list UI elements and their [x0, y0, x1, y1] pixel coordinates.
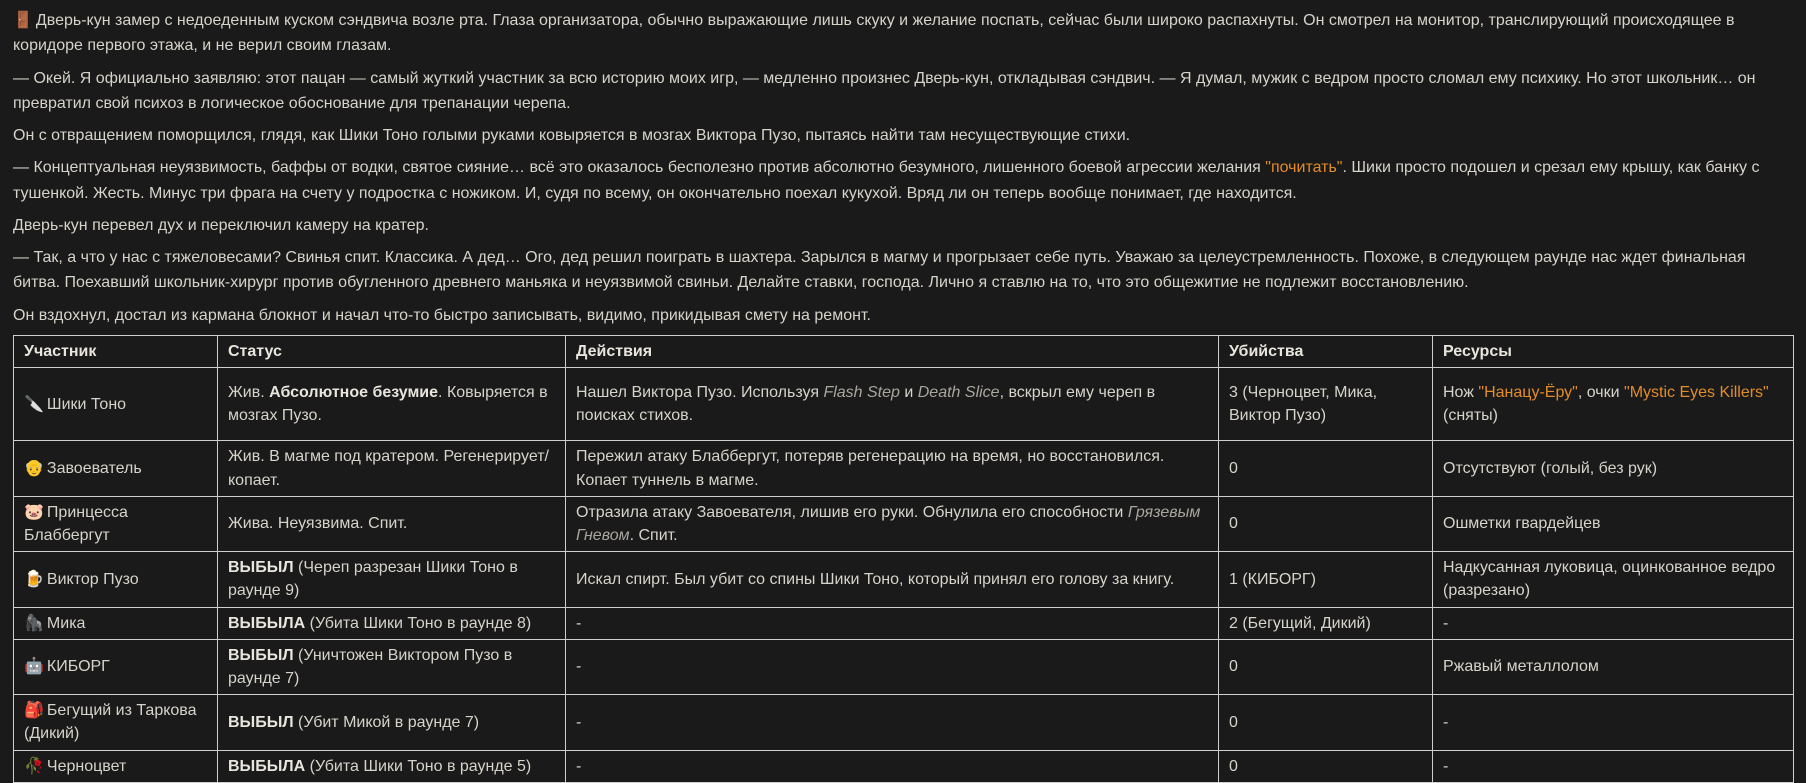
- text-segment: Нашел Виктора Пузо. Используя: [576, 384, 824, 402]
- participants-table: [13, 335, 1794, 783]
- text-segment: (Уничтожен Виктором Пузо в раунде 7): [228, 646, 513, 687]
- kills-cell: [1219, 441, 1433, 496]
- table-row: [14, 639, 1794, 694]
- participant-cell: [14, 639, 218, 694]
- old-man-icon: 👴: [24, 460, 44, 478]
- story-paragraph: [13, 245, 1793, 296]
- actions-cell: [566, 441, 1219, 496]
- column-header: Действия: [566, 335, 1219, 367]
- text-segment: . Ковыряется в мозгах Пузо.: [228, 384, 548, 425]
- text-segment: Грязевым Гневом: [576, 503, 1201, 545]
- participant-name: КИБОРГ: [46, 658, 110, 676]
- text-segment: — Окей. Я официально заявляю: этот пацан — самый жуткий участник за всю историю моих игр, — медленно произнес Дверь-кун, откладывая сэндвич. — Я думал, мужик с ведром просто сломал ему психику. Но этот школьник… он превратил свой психоз в логическое обоснование для трепанации черепа.: [13, 69, 1756, 112]
- status-cell: [218, 750, 566, 782]
- text-segment: -: [1443, 614, 1449, 632]
- story-paragraph: [13, 66, 1793, 117]
- text-segment: Flash Step: [823, 384, 900, 402]
- text-segment: 3 (Черноцвет, Мика, Виктор Пузо): [1229, 384, 1378, 425]
- text-segment: (Убит Микой в раунде 7): [293, 713, 480, 731]
- kills-cell: [1219, 639, 1433, 694]
- table-row: [14, 552, 1794, 607]
- resources-cell: [1433, 639, 1794, 694]
- status-cell: [218, 368, 566, 441]
- text-segment: 0: [1229, 658, 1238, 676]
- kills-cell: [1219, 368, 1433, 441]
- story-paragraph: [13, 155, 1793, 206]
- text-segment: Пережил атаку Блаббергут, потеряв регенерацию на время, но восстановился. Копает туннель в магме.: [576, 448, 1165, 489]
- text-segment: — Концептуальная неуязвимость, баффы от водки, святое сияние… всё это оказалось бесполезно против абсолютно безумного, лишенного боевой агрессии желания: [13, 159, 1266, 177]
- text-segment: -: [576, 658, 582, 676]
- text-segment: Искал спирт. Был убит со спины Шики Тоно, который принял его голову за книгу.: [576, 570, 1175, 588]
- narrative-paragraphs: [13, 8, 1793, 328]
- beer-mug-icon: 🍺: [24, 570, 44, 588]
- participant-name: Шики Тоно: [46, 395, 127, 413]
- gorilla-icon: 🦍: [24, 614, 44, 632]
- knife-icon: 🔪: [24, 395, 44, 413]
- text-segment: -: [1443, 713, 1449, 731]
- text-segment: 1 (КИБОРГ): [1229, 570, 1316, 588]
- text-segment: Отразила атаку Завоевателя, лишив его руки. Обнулила его способности: [576, 503, 1128, 521]
- column-header: Участник: [14, 335, 218, 367]
- text-segment: (Убита Шики Тоно в раунде 8): [305, 614, 532, 632]
- text-segment: , очки: [1577, 384, 1625, 402]
- robot-icon: 🤖: [24, 658, 44, 676]
- status-cell: [218, 607, 566, 639]
- participant-cell: [14, 750, 218, 782]
- resources-cell: [1433, 750, 1794, 782]
- kills-cell: [1219, 552, 1433, 607]
- text-segment: -: [576, 614, 582, 632]
- status-cell: [218, 552, 566, 607]
- column-header: Статус: [218, 335, 566, 367]
- actions-cell: [566, 639, 1219, 694]
- kills-cell: [1219, 607, 1433, 639]
- text-segment: (сняты): [1443, 407, 1498, 425]
- text-segment: Абсолютное безумие: [269, 384, 439, 402]
- actions-cell: [566, 607, 1219, 639]
- text-segment: . Шики просто подошел и срезал ему крышу, как банку с тушенкой. Жесть. Минус три фрага на счету у подростка с ножиком. И, судя по всему, он окончательно поехал кукухой. Вряд ли он теперь вообще понимает, где находится.: [13, 159, 1760, 202]
- table-row: [14, 441, 1794, 496]
- table-row: [14, 607, 1794, 639]
- text-segment: -: [576, 713, 582, 731]
- participant-cell: [14, 441, 218, 496]
- pig-face-icon: 🐷: [24, 503, 44, 521]
- actions-cell: [566, 750, 1219, 782]
- text-segment: ВЫБЫЛ: [228, 646, 294, 664]
- table-header: [14, 335, 1794, 367]
- participant-name: Мика: [46, 614, 86, 632]
- participant-cell: [14, 496, 218, 551]
- text-segment: Дверь-кун перевел дух и переключил камеру на кратер.: [13, 216, 429, 234]
- story-paragraph: [13, 213, 1793, 238]
- participant-cell: [14, 368, 218, 441]
- resources-cell: [1433, 368, 1794, 441]
- table-row: [14, 750, 1794, 782]
- highlighted-text: "Нанацу-Ёру": [1478, 384, 1578, 402]
- status-cell: [218, 496, 566, 551]
- resources-cell: [1433, 496, 1794, 551]
- text-segment: Death Slice: [917, 384, 1000, 402]
- text-segment: Жив. В магме под кратером. Регенерирует/копает.: [228, 448, 549, 489]
- story-paragraph: [13, 123, 1793, 148]
- text-segment: и: [899, 384, 918, 402]
- text-segment: Жив.: [228, 384, 270, 402]
- table-body: [14, 368, 1794, 783]
- text-segment: — Так, а что у нас с тяжеловесами? Свинья спит. Классика. А дед… Ого, дед решил поиграть в шахтера. Зарылся в магму и прогрызает себе путь. Уважаю за целеустремленность. Похоже, в следующем раунде нас ждет финальная битва. Поехавший школьник-хирург против обугленного древнего маньяка и неуязвимой свиньи. Делайте ставки, господа. Лично я ставлю на то, что это общежитие не подлежит восстановлению.: [13, 249, 1746, 292]
- resources-cell: [1433, 441, 1794, 496]
- text-segment: Отсутствуют (голый, без рук): [1443, 460, 1658, 478]
- resources-cell: [1433, 552, 1794, 607]
- text-segment: Жива. Неуязвима. Спит.: [228, 515, 408, 533]
- column-header: Убийства: [1219, 335, 1433, 367]
- text-segment: Нож: [1443, 384, 1479, 402]
- text-segment: Ошметки гвардейцев: [1443, 515, 1601, 533]
- participant-name: Бегущий из Таркова (Дикий): [24, 702, 197, 743]
- actions-cell: [566, 368, 1219, 441]
- table-row: [14, 368, 1794, 441]
- kills-cell: [1219, 496, 1433, 551]
- highlighted-text: "Mystic Eyes Killers": [1624, 384, 1769, 402]
- status-cell: [218, 441, 566, 496]
- resources-cell: [1433, 695, 1794, 750]
- text-segment: -: [576, 757, 582, 775]
- column-header: Ресурсы: [1433, 335, 1794, 367]
- text-segment: ВЫБЫЛ: [228, 713, 294, 731]
- actions-cell: [566, 496, 1219, 551]
- text-segment: (Убита Шики Тоно в раунде 5): [305, 757, 532, 775]
- text-segment: . Спит.: [629, 527, 678, 545]
- status-cell: [218, 639, 566, 694]
- participant-name: Черноцвет: [46, 757, 127, 775]
- participant-cell: [14, 552, 218, 607]
- text-segment: Ржавый металлолом: [1443, 658, 1599, 676]
- door-icon: 🚪: [13, 12, 33, 29]
- text-segment: ВЫБЫЛ: [228, 559, 294, 577]
- story-paragraph: [13, 8, 1793, 59]
- header-row: [14, 335, 1794, 367]
- text-segment: 0: [1229, 515, 1238, 533]
- text-segment: -: [1443, 757, 1449, 775]
- actions-cell: [566, 695, 1219, 750]
- participant-name: Виктор Пузо: [46, 570, 139, 588]
- participant-cell: [14, 607, 218, 639]
- text-segment: 0: [1229, 460, 1238, 478]
- text-segment: 0: [1229, 713, 1238, 731]
- text-segment: 2 (Бегущий, Дикий): [1229, 614, 1371, 632]
- text-segment: ВЫБЫЛА: [228, 757, 306, 775]
- text-segment: Он вздохнул, достал из кармана блокнот и начал что-то быстро записывать, видимо, прикидывая смету на ремонт.: [13, 306, 871, 324]
- participant-name: Принцесса Блаббергут: [24, 503, 128, 545]
- text-segment: Надкусанная луковица, оцинкованное ведро (разрезано): [1443, 559, 1776, 600]
- text-segment: (Череп разрезан Шики Тоно в раунде 9): [228, 559, 518, 600]
- kills-cell: [1219, 695, 1433, 750]
- resources-cell: [1433, 607, 1794, 639]
- wilted-rose-icon: 🥀: [24, 757, 44, 775]
- backpack-icon: 🎒: [24, 702, 44, 720]
- highlighted-text: "почитать": [1265, 159, 1343, 177]
- text-segment: Он с отвращением поморщился, глядя, как Шики Тоно голыми руками ковыряется в мозгах Виктора Пузо, пытаясь найти там несуществующие стихи.: [13, 127, 1131, 145]
- text-segment: 0: [1229, 757, 1238, 775]
- participant-cell: [14, 695, 218, 750]
- status-cell: [218, 695, 566, 750]
- text-segment: ВЫБЫЛА: [228, 614, 306, 632]
- kills-cell: [1219, 750, 1433, 782]
- participant-name: Завоеватель: [46, 460, 142, 478]
- actions-cell: [566, 552, 1219, 607]
- table-row: [14, 496, 1794, 551]
- text-segment: , вскрыл ему череп в поисках стихов.: [576, 384, 1156, 425]
- table-row: [14, 695, 1794, 750]
- story-paragraph: [13, 303, 1793, 328]
- text-segment: Дверь-кун замер с недоеденным куском сэндвича возле рта. Глаза организатора, обычно выражающие лишь скуку и желание поспать, сейчас были широко распахнуты. Он смотрел на монитор, транслирующий происходящее в коридоре первого этажа, и не верил своим глазам.: [13, 12, 1735, 55]
